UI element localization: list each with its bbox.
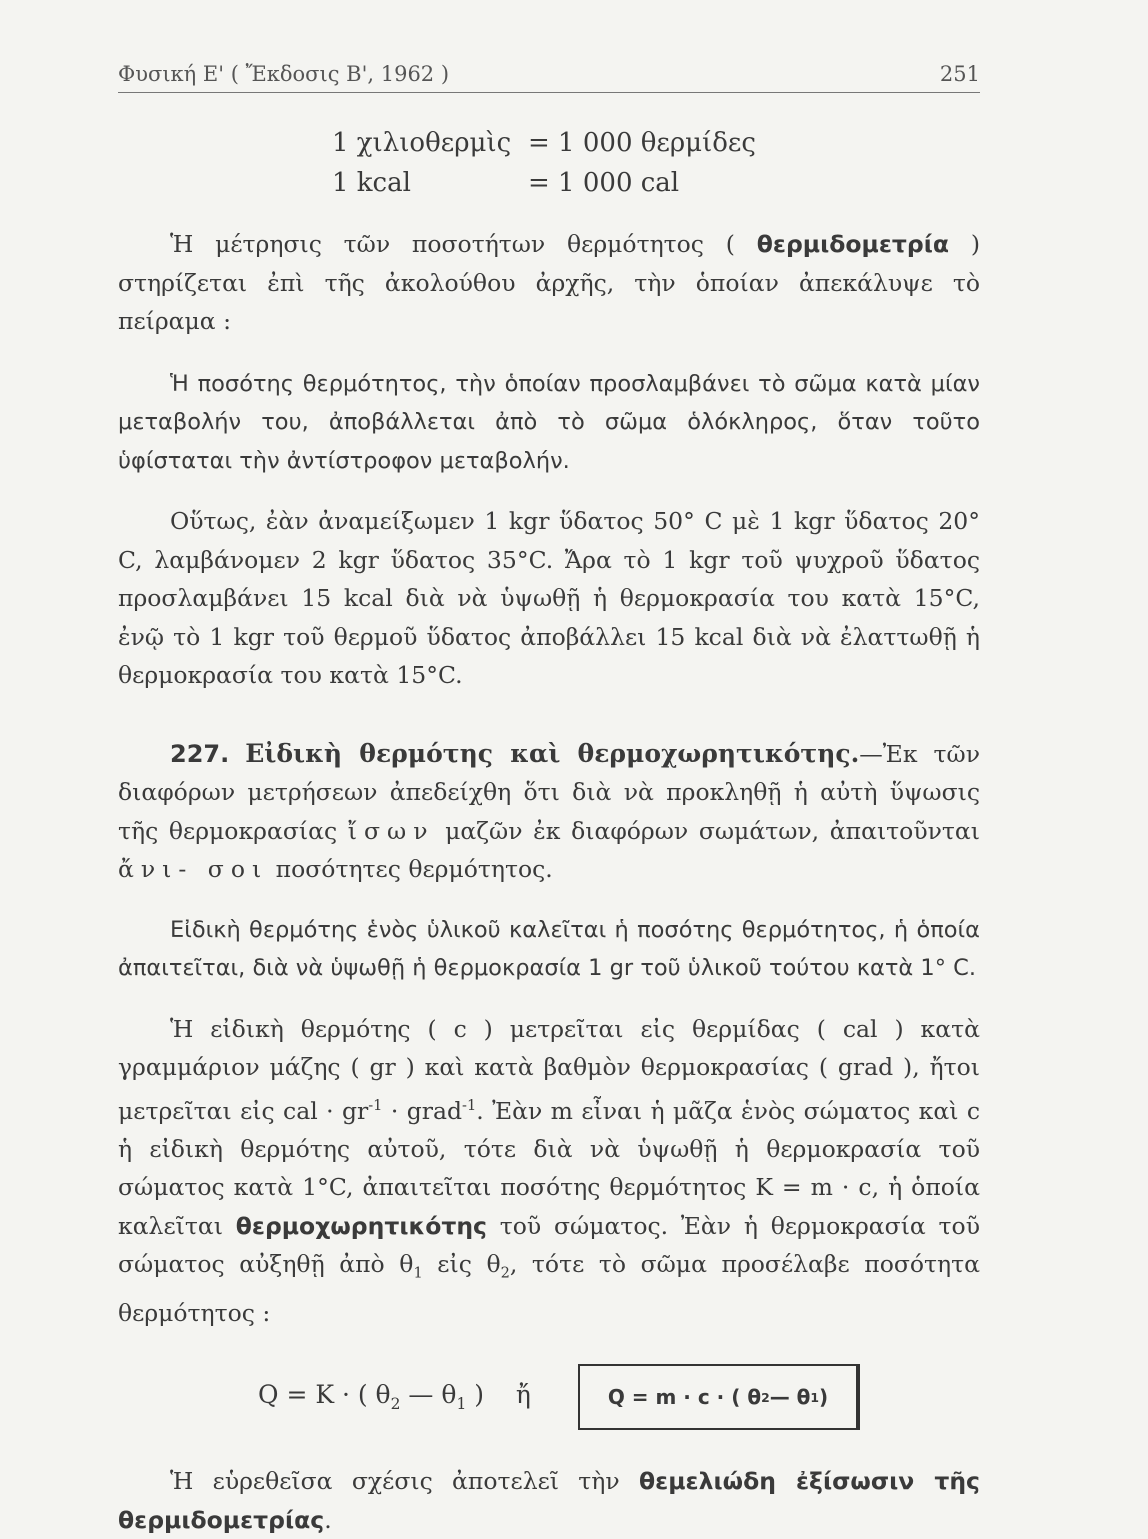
equivalence-lhs: 1 kcal bbox=[332, 168, 411, 198]
paragraph-calorimetry-intro: Ἡ μέτρησις τῶν ποσοτήτων θερμότητος ( θερμιδομετρία ) στηρίζεται ἐπὶ τῆς ἀκολούθου ἀρχῆς, τὴν ὁποίαν ἀπεκάλυψε τὸ πείραμα : bbox=[118, 230, 980, 335]
section-title: Εἰδικὴ θερμότης καὶ θερμοχωρητικότης. bbox=[245, 738, 860, 768]
boxed-formula: Q = m · c · ( θ 2 — θ 1 ) bbox=[578, 1364, 860, 1430]
section-number: 227. bbox=[170, 739, 230, 768]
equivalence-rhs: = 1 000 cal bbox=[528, 168, 680, 198]
term-heat-capacity: θερμοχωρητικότης bbox=[235, 1211, 487, 1240]
term-calorimetry: θερμιδομετρία bbox=[756, 230, 950, 258]
equivalence-lhs: 1 χιλιοθερμὶς bbox=[332, 128, 512, 158]
paragraph-example: Οὕτως, ἐὰν ἀναμείξωμεν 1 kgr ὕδατος 50° C μὲ 1 kgr ὕδατος 20° C, λαμβάνομεν 2 kgr ὕδατος 35°C. Ἄρα τὸ 1 kgr τοῦ ψυχροῦ ὕδατος προσλαμβάνει 15 kcal διὰ νὰ ὑψωθῇ ἡ θερμοκρασία του κατὰ 15°C, ἐνῷ τὸ 1 kgr τοῦ θερμοῦ ὕδατος ἀποβάλλει 15 kcal διὰ νὰ ἐλαττωθῇ ἡ θερμοκρασία του κατὰ 15°C. bbox=[118, 507, 980, 689]
principle-statement: Ἡ ποσότης θερμότητος, τὴν ὁποίαν προσλαμβάνει τὸ σῶμα κατὰ μίαν μεταβολήν του, ἀποβάλλεται ἀπὸ τὸ σῶμα ὁλόκληρος, ὅταν τοῦτο ὑφίσταται τὴν ἀντίστροφον μεταβολήν. bbox=[118, 370, 980, 474]
header-title: Φυσική Ε' ( Ἔκδοσις Β', 1962 ) bbox=[118, 62, 450, 86]
equivalence-rhs: = 1 000 θερμίδες bbox=[528, 128, 756, 158]
heat-formula bbox=[118, 1360, 980, 1434]
page-number: 251 bbox=[939, 62, 980, 86]
formula-heat-capacity: Q = K · ( $\theta_2$ — $\theta_1$ ) ἤ bbox=[258, 1380, 531, 1414]
paragraph-units: Ἡ εἰδικὴ θερμότης ( c ) μετρεῖται εἰς θερμίδας ( cal ) κατὰ γραμμάριον μάζης ( gr ) καὶ κατὰ βαθμὸν θερμοκρασίας ( grad ), ἤτοι μετρεῖται εἰς cal · $gr^{-1}$ · grad$^{-1}$. Ἐὰν m εἶναι ἡ μᾶζα ἑνὸς σώματος καὶ c ἡ εἰδικὴ θερμότης αὐτοῦ, τότε διὰ νὰ ὑψωθῇ ἡ θερμοκρασία τοῦ σώματος κατὰ 1°C, ἀπαιτεῖται ποσότης θερμότητος K = m · c, ἡ ὁποία καλεῖται θερμοχωρητικότης τοῦ σώματος. Ἐὰν ἡ θερμοκρασία τοῦ σώματος αὐξηθῇ ἀπὸ $\theta_1$ εἰς $\theta_2$, τότε τὸ σῶμα προσέλαβε ποσότητα θερμότητος : bbox=[118, 1014, 980, 1327]
unit-equivalences bbox=[332, 123, 980, 203]
equivalence-row bbox=[332, 123, 980, 163]
term-fundamental-equation: θεμελιώδη ἐξίσωσιν τῆς θερμιδομετρίας bbox=[118, 1467, 980, 1534]
section-227: 227. Εἰδικὴ θερμότης καὶ θερμοχωρητικότης.—Ἐκ τῶν διαφόρων μετρήσεων ἀπεδείχθη ὅτι διὰ νὰ προκληθῇ ἡ αὐτὴ ὕψωσις τῆς θερμοκρασίας ἴσων μαζῶν ἐκ διαφόρων σωμάτων, ἀπαιτοῦνται ἄνι- σοι ποσότητες θερμότητος. bbox=[118, 738, 980, 883]
equivalence-row bbox=[332, 163, 980, 203]
definition-specific-heat: Εἰδικὴ θερμότης ἑνὸς ὑλικοῦ καλεῖται ἡ ποσότης θερμότητος, ἡ ὁποία ἀπαιτεῖται, διὰ νὰ ὑψωθῇ ἡ θερμοκρασία 1 gr τοῦ ὑλικοῦ τούτου κατὰ 1° C. bbox=[118, 916, 980, 981]
running-header bbox=[118, 62, 980, 93]
book-page bbox=[118, 62, 980, 1539]
formula-or: ἤ bbox=[515, 1380, 531, 1410]
paragraph-fundamental-equation: Ἡ εὑρεθεῖσα σχέσις ἀποτελεῖ τὴν θεμελιώδη ἐξίσωσιν τῆς θερμιδομετρίας. bbox=[118, 1467, 980, 1534]
